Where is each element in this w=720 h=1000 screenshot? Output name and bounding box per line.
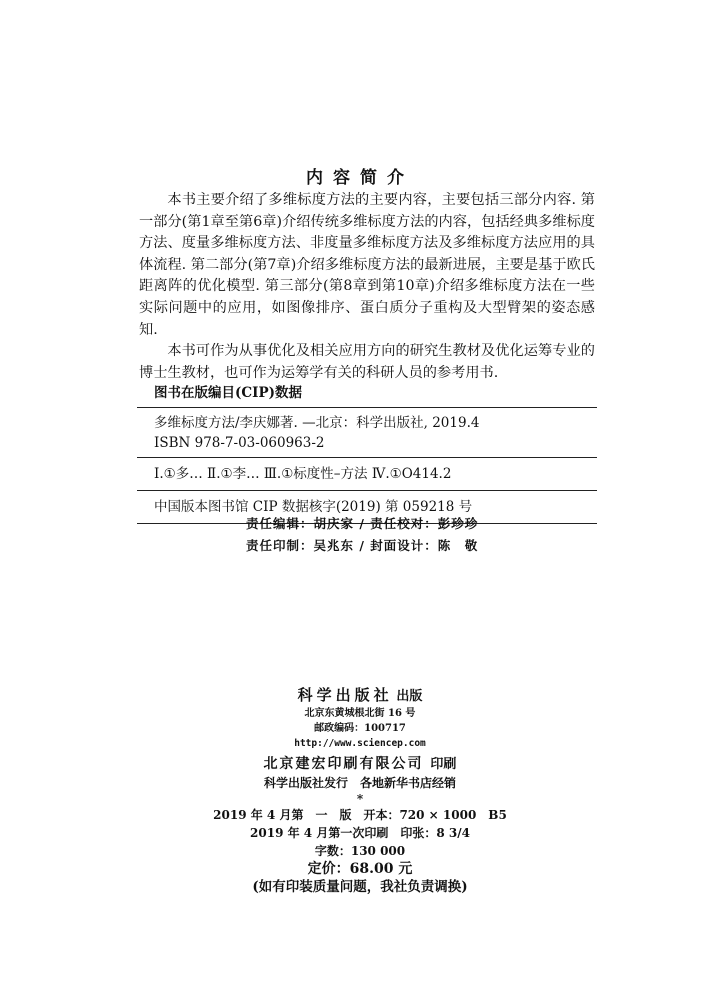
cip-isbn: ISBN 978-7-03-060963-2: [154, 435, 325, 451]
quality-notice: (如有印装质量问题，我社负责调换): [252, 879, 468, 895]
printer-line: [0, 755, 720, 774]
cip-record-number: 中国版本图书馆 CIP 数据核字(2019) 第 059218 号: [154, 499, 473, 515]
cip-data-block: [137, 381, 597, 524]
publisher-url: http://www.sciencep.com: [294, 738, 426, 749]
publisher-name: 科学出版社: [297, 686, 393, 704]
price: 定价：68.00 元: [307, 861, 413, 877]
cip-heading: 图书在版编目(CIP)数据: [154, 385, 302, 401]
publisher-postcode: 邮政编码：100717: [314, 723, 406, 734]
printing-line: 2019 年 4 月第一次印刷 印张：8 3/4: [250, 826, 470, 840]
cip-bibliographic: [137, 408, 597, 457]
word-count: 字数：130 000: [314, 844, 406, 858]
credits-line-2: 责任印制：吴兆东 / 封面设计：陈 敬: [246, 538, 479, 553]
printer-suffix: 印刷: [430, 757, 457, 772]
publisher-address: 北京东黄城根北街 16 号: [304, 708, 416, 719]
abstract: [139, 190, 595, 384]
cip-classification: Ⅰ.①多… Ⅱ.①李… Ⅲ.①标度性–方法 Ⅳ.①O414.2: [154, 466, 452, 482]
publisher-suffix: 出版: [396, 689, 423, 704]
credits-line-1: 责任编辑：胡庆家 / 责任校对：彭珍珍: [246, 516, 479, 531]
separator-star: *: [356, 792, 364, 806]
cip-title-line: 多维标度方法/李庆娜著. —北京：科学出版社, 2019.4: [154, 415, 480, 431]
abstract-paragraph-2: 本书可作为从事优化及相关应用方向的研究生教材及优化运筹专业的博士生教材，也可作为运筹学有关的科研人员的参考用书.: [139, 343, 595, 381]
cip-classification-block: [137, 458, 597, 490]
distribution-line: 科学出版社发行 各地新华书店经销: [263, 776, 456, 790]
editorial-credits: [246, 513, 478, 557]
edition-line: 2019 年 4 月第 一 版 开本：720 × 1000 B5: [213, 808, 507, 822]
imprint: [0, 686, 720, 896]
abstract-paragraph-1: 本书主要介绍了多维标度方法的主要内容，主要包括三部分内容. 第一部分(第1章至第6章)介绍传统多维标度方法的内容，包括经典多维标度方法、度量多维标度方法、非度量多维标度方法及多维标度方法应用的具体流程. 第二部分(第7章)介绍多维标度方法的最新进展，主要是基于欧氏距离阵的优化模型. 第三部分(第8章到第10章)介绍多维标度方法在一些实际问题中的应用，如图像排序、蛋白质分子重构及大型臂架的姿态感知.: [139, 192, 595, 338]
page-title: 内容简介: [306, 168, 414, 188]
publisher-line: [0, 686, 720, 706]
printer-name: 北京建宏印刷有限公司: [263, 756, 424, 772]
